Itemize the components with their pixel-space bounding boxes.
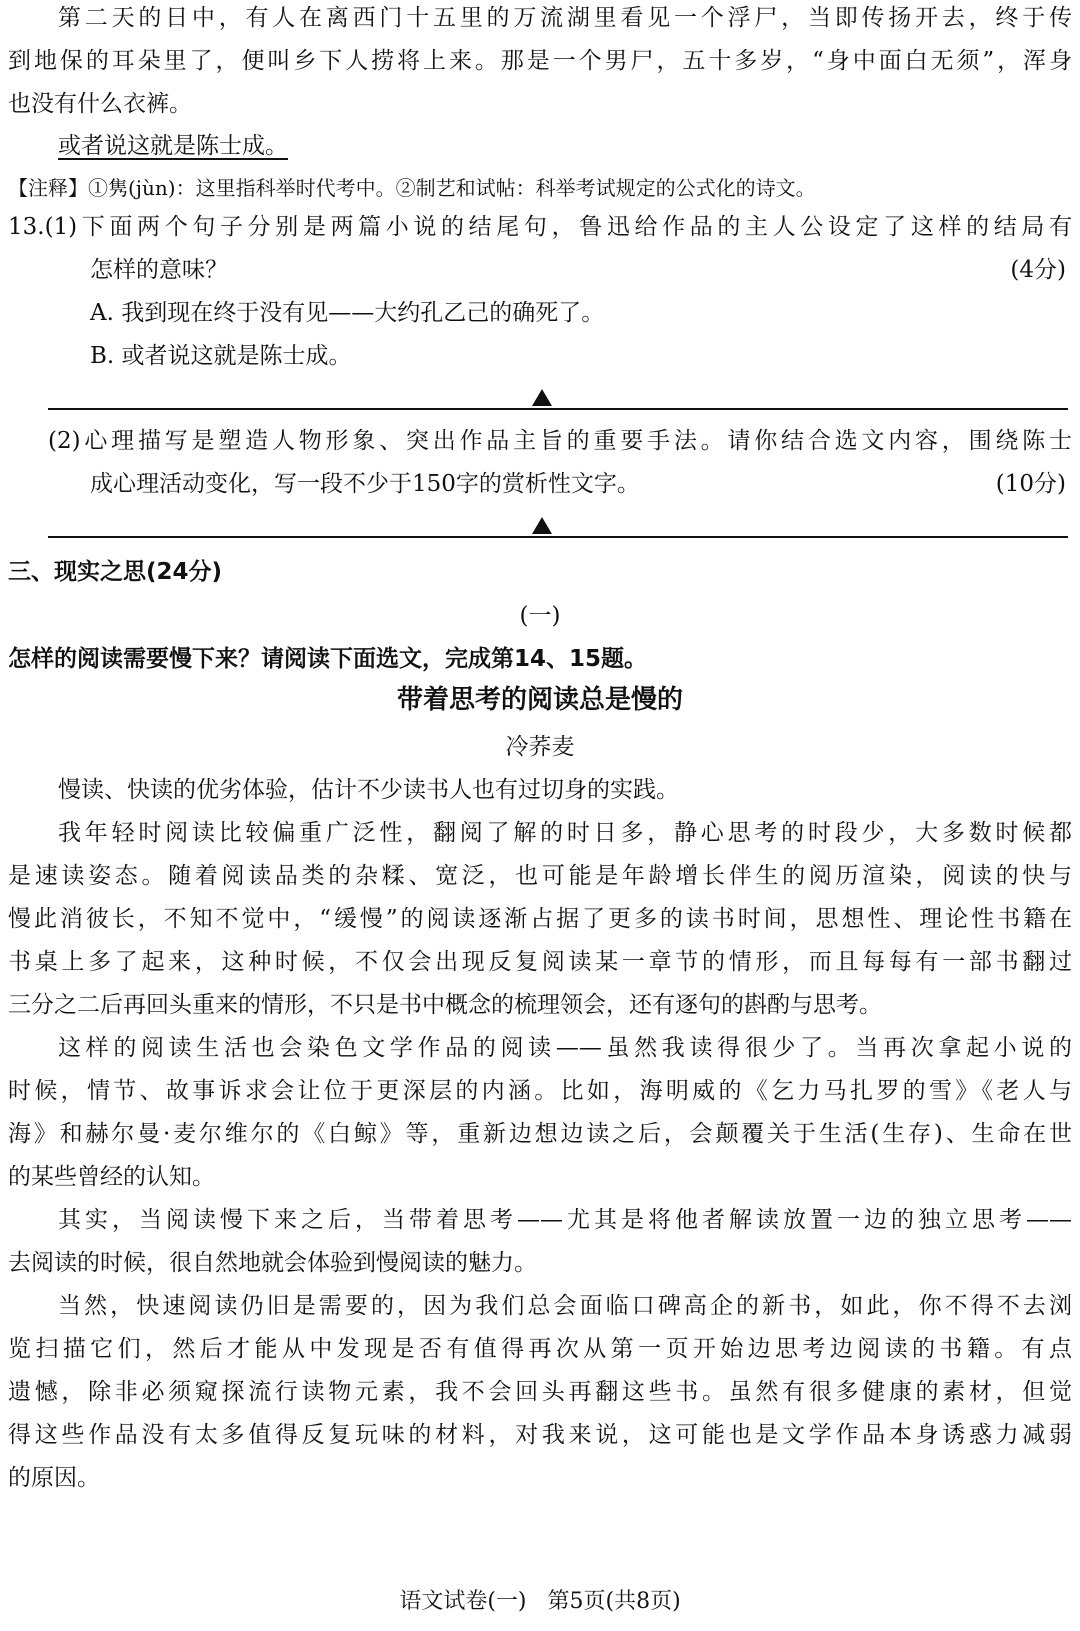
question-13-part1-line: 13.(1)下面两个句子分别是两篇小说的结尾句，鲁迅给作品的主人公设定了这样的结局有: [8, 214, 1072, 240]
question-13-part2-line: (2)心理描写是塑造人物形象、突出作品主旨的重要手法。请你结合选文内容，围绕陈士: [48, 428, 1072, 454]
answer-line: [48, 408, 1068, 410]
article-line: 当然，快速阅读仍旧是需要的，因为我们总会面临口碑高企的新书，如此，你不得不去浏: [58, 1293, 1072, 1319]
part-label: (一): [519, 603, 561, 629]
story-line: 也没有什么衣裤。: [8, 91, 192, 117]
article-line: 我年轻时阅读比较偏重广泛性，翻阅了解的时日多，静心思考的时段少，大多数时候都: [58, 820, 1072, 846]
story-line: 第二天的日中，有人在离西门十五里的万流湖里看见一个浮尸，当即传扬开去，终于传: [58, 5, 1072, 31]
article-line: 的某些曾经的认知。: [8, 1164, 215, 1190]
article-line: 三分之二后再回头重来的情形，不只是书中概念的梳理领会，还有逐句的斟酌与思考。: [8, 992, 882, 1018]
answer-marker-icon: [532, 517, 552, 534]
article-line: 这样的阅读生活也会染色文学作品的阅读——虽然我读得很少了。当再次拿起小说的: [58, 1035, 1072, 1061]
article-line: 海》和赫尔曼·麦尔维尔的《白鲸》等，重新边想边读之后，会颠覆关于生活(生存)、生命在世: [8, 1121, 1072, 1147]
answer-line: [48, 536, 1068, 538]
article-title: 带着思考的阅读总是慢的: [396, 685, 683, 715]
annotation-note: 【注释】①隽(jùn)：这里指科举时代考中。②制艺和试帖：科举考试规定的公式化的诗文。: [8, 176, 816, 200]
article-line: 的原因。: [8, 1465, 100, 1491]
article-line: 时候，情节、故事诉求会让位于更深层的内涵。比如，海明威的《乞力马扎罗的雪》《老人与: [8, 1078, 1072, 1104]
option-a: A. 我到现在终于没有见——大约孔乙己的确死了。: [90, 300, 605, 326]
page-footer: 语文试卷(一) 第5页(共8页): [399, 1589, 681, 1614]
article-line: 遗憾，除非必须窥探流行读物元素，我不会回头再翻这些书。虽然有很多健康的素材，但觉: [8, 1379, 1072, 1405]
score-label: (10分): [995, 471, 1066, 497]
article-line: 去阅读的时候，很自然地就会体验到慢阅读的魅力。: [8, 1250, 537, 1276]
underlined-closing-sentence: 或者说这就是陈士成。: [58, 133, 288, 159]
question-13-part2-line: 成心理活动变化，写一段不少于150字的赏析性文字。: [90, 471, 640, 497]
article-line: 览扫描它们，然后才能从中发现是否有值得再次从第一页开始边思考边阅读的书籍。有点: [8, 1336, 1072, 1362]
section-heading: 三、现实之思(24分): [8, 559, 223, 585]
score-label: (4分): [1010, 257, 1066, 283]
option-b: B. 或者说这就是陈士成。: [90, 343, 352, 369]
story-line: 到地保的耳朵里了，便叫乡下人捞将上来。那是一个男尸，五十多岁，“身中面白无须”，浑身: [8, 48, 1072, 74]
reading-instruction: 怎样的阅读需要慢下来？请阅读下面选文，完成第14、15题。: [8, 646, 648, 672]
article-paragraph-1: 慢读、快读的优劣体验，估计不少读书人也有过切身的实践。: [58, 777, 679, 803]
article-line: 慢此消彼长，不知不觉中，“缓慢”的阅读逐渐占据了更多的读书时间，思想性、理论性书籍在: [8, 906, 1072, 932]
article-line: 书桌上多了起来，这种时候，不仅会出现反复阅读某一章节的情形，而且每每有一部书翻过: [8, 949, 1072, 975]
article-author: 冷荞麦: [505, 734, 575, 760]
article-line: 其实，当阅读慢下来之后，当带着思考——尤其是将他者解读放置一边的独立思考——: [58, 1207, 1072, 1233]
question-13-part1-line: 怎样的意味？: [90, 257, 228, 283]
article-line: 得这些作品没有太多值得反复玩味的材料，对我来说，这可能也是文学作品本身诱惑力减弱: [8, 1422, 1072, 1448]
article-line: 是速读姿态。随着阅读品类的杂糅、宽泛，也可能是年龄增长伴生的阅历渲染，阅读的快与: [8, 863, 1072, 889]
answer-marker-icon: [532, 389, 552, 406]
